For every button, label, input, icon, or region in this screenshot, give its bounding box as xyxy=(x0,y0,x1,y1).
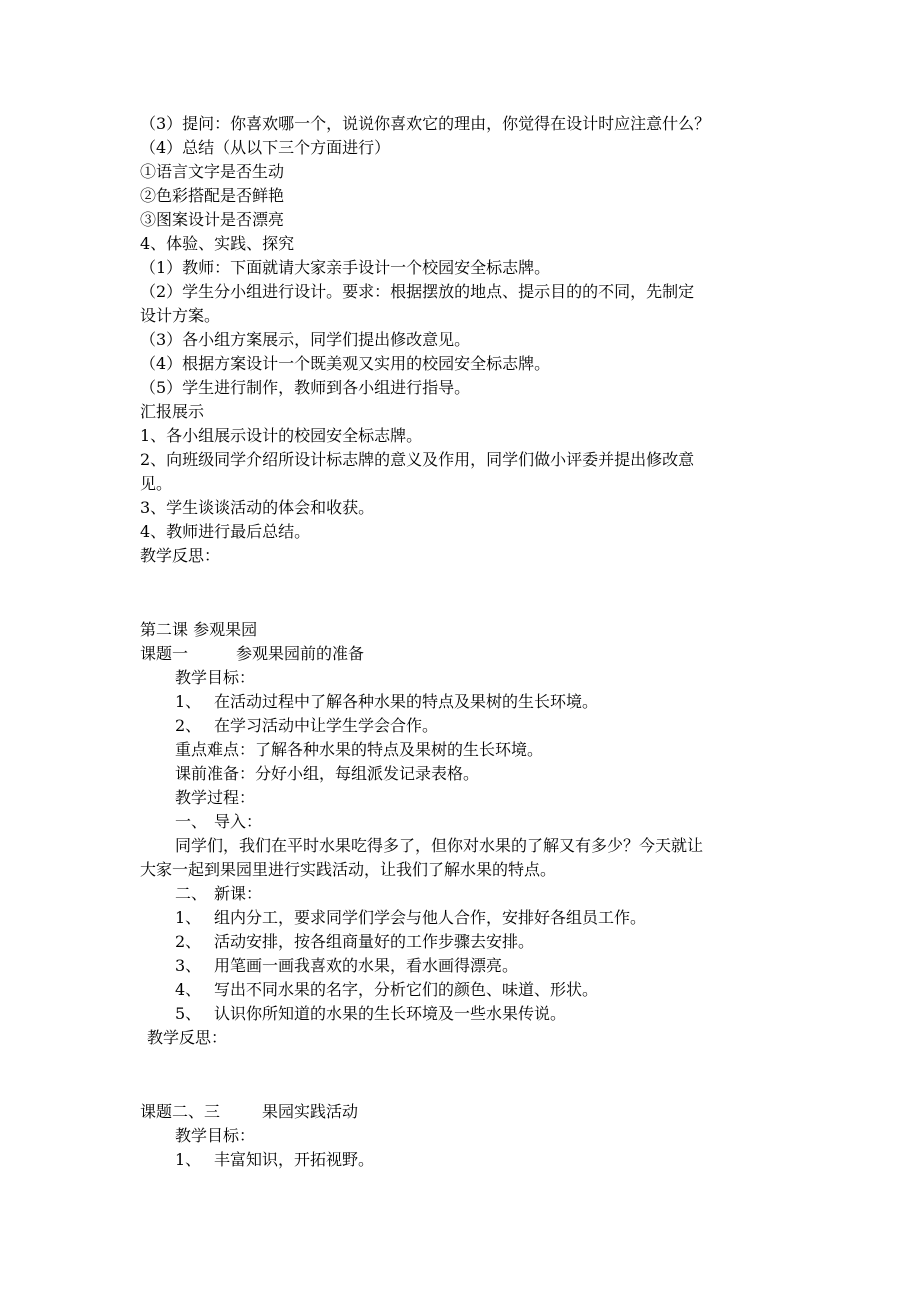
topic-name: 参观果园前的准备 xyxy=(236,644,365,663)
text-line: （5）学生进行制作，教师到各小组进行指导。 xyxy=(140,378,471,397)
text-line: ①语言文字是否生动 xyxy=(140,162,285,181)
section-heading: 汇报展示 xyxy=(140,402,205,421)
text-line: （2）学生分小组进行设计。要求：根据摆放的地点、提示目的的不同，先制定 xyxy=(140,282,695,301)
step-item xyxy=(175,906,646,930)
step-number: 2、 xyxy=(175,932,202,951)
goal-number: 1、 xyxy=(175,692,202,711)
intro-heading xyxy=(175,810,262,834)
paragraph-line: 大家一起到果园里进行实践活动，让我们了解水果的特点。 xyxy=(140,860,557,879)
new-lesson-heading xyxy=(175,882,262,906)
topic-label: 课题一 xyxy=(140,644,189,663)
topic-label: 课题二、三 xyxy=(140,1102,221,1121)
paragraph-line: 同学们，我们在平时水果吃得多了，但你对水果的了解又有多少？今天就让 xyxy=(175,836,704,855)
reflection-label: 教学反思： xyxy=(147,1028,228,1047)
text-line: （3）各小组方案展示，同学们提出修改意见。 xyxy=(140,330,471,349)
text-line: （4）根据方案设计一个既美观又实用的校园安全标志牌。 xyxy=(140,354,551,373)
step-text: 导入： xyxy=(214,812,263,831)
goal-text: 在学习活动中让学生学会合作。 xyxy=(214,716,439,735)
text-line: 2、向班级同学介绍所设计标志牌的意义及作用，同学们做小评委并提出修改意 xyxy=(140,450,695,469)
text-line: 见。 xyxy=(140,474,173,493)
step-number: 3、 xyxy=(175,956,202,975)
goal-item xyxy=(175,690,598,714)
goal-number: 2、 xyxy=(175,716,202,735)
step-item xyxy=(175,954,518,978)
goals-heading: 教学目标： xyxy=(175,1126,256,1145)
step-number: 二、 xyxy=(175,884,208,903)
step-number: 4、 xyxy=(175,980,202,999)
goal-item xyxy=(175,1148,374,1172)
goal-text: 丰富知识，开拓视野。 xyxy=(214,1150,375,1169)
step-item xyxy=(175,930,534,954)
text-line: 4、教师进行最后总结。 xyxy=(140,522,311,541)
step-text: 组内分工，要求同学们学会与他人合作，安排好各组员工作。 xyxy=(214,908,647,927)
text-line: （3）提问：你喜欢哪一个，说说你喜欢它的理由，你觉得在设计时应注意什么？ xyxy=(140,114,711,133)
text-line: （1）教师：下面就请大家亲手设计一个校园安全标志牌。 xyxy=(140,258,551,277)
prep-line: 课前准备：分好小组，每组派发记录表格。 xyxy=(175,764,480,783)
step-text: 认识你所知道的水果的生长环境及一些水果传说。 xyxy=(214,1004,567,1023)
step-item xyxy=(175,1002,566,1026)
step-item xyxy=(175,978,598,1002)
topic-heading xyxy=(140,642,364,666)
step-number: 一、 xyxy=(175,812,208,831)
step-number: 1、 xyxy=(175,908,202,927)
goals-heading: 教学目标： xyxy=(175,668,256,687)
process-heading: 教学过程： xyxy=(175,788,256,807)
goal-item xyxy=(175,714,438,738)
text-line: ③图案设计是否漂亮 xyxy=(140,210,285,229)
text-line: 1、各小组展示设计的校园安全标志牌。 xyxy=(140,426,423,445)
goal-number: 1、 xyxy=(175,1150,202,1169)
section-heading: 4、体验、实践、探究 xyxy=(140,234,295,253)
text-line: ②色彩搭配是否鲜艳 xyxy=(140,186,285,205)
topic-heading xyxy=(140,1100,358,1124)
step-text: 活动安排，按各组商量好的工作步骤去安排。 xyxy=(214,932,535,951)
text-line: （4）总结（从以下三个方面进行） xyxy=(140,138,391,157)
text-line: 设计方案。 xyxy=(140,306,221,325)
topic-name: 果园实践活动 xyxy=(262,1102,359,1121)
lesson-title: 第二课 参观果园 xyxy=(140,620,258,639)
goal-text: 在活动过程中了解各种水果的特点及果树的生长环境。 xyxy=(214,692,599,711)
step-text: 用笔画一画我喜欢的水果，看水画得漂亮。 xyxy=(214,956,519,975)
step-number: 5、 xyxy=(175,1004,202,1023)
difficulty-line: 重点难点：了解各种水果的特点及果树的生长环境。 xyxy=(175,740,544,759)
reflection-label: 教学反思： xyxy=(140,546,221,565)
step-text: 写出不同水果的名字，分析它们的颜色、味道、形状。 xyxy=(214,980,599,999)
text-line: 3、学生谈谈活动的体会和收获。 xyxy=(140,498,375,517)
step-text: 新课： xyxy=(214,884,263,903)
